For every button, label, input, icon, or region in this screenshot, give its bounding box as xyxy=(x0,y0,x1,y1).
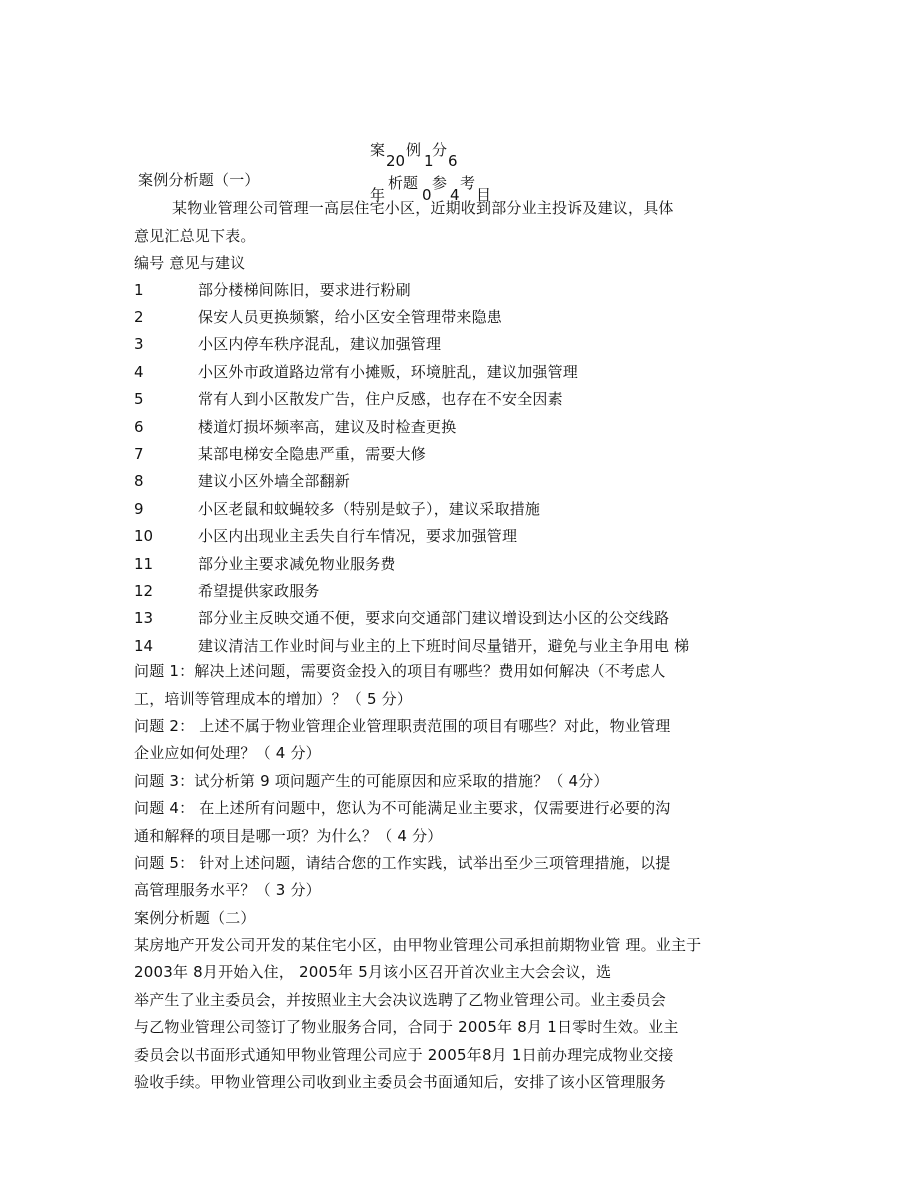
section1-intro-line1: 某物业管理公司管理一高层住宅小区，近期收到部分业主投诉及建议，具体 xyxy=(172,199,674,217)
row-text: 小区内出现业主丢失自行车情况，要求加强管理 xyxy=(198,527,518,545)
row-text: 小区内停车秩序混乱，建议加强管理 xyxy=(198,335,442,353)
question-line: 通和解释的项目是哪一项？为什么？（ 4 分） xyxy=(134,827,443,845)
question-line: 问题 4： 在上述所有问题中，您认为不可能满足业主要求，仅需要进行必要的沟 xyxy=(134,799,671,817)
header-fragment: 案 xyxy=(370,141,386,159)
question-line: 企业应如何处理？（ 4 分） xyxy=(134,744,321,762)
body-line: 某房地产开发公司开发的某住宅小区，由甲物业管理公司承担前期物业管 理。业主于 xyxy=(134,936,702,954)
row-number: 13 xyxy=(134,609,154,627)
header-fragment: 1 xyxy=(424,152,434,170)
row-text: 常有人到小区散发广告，住户反感，也存在不安全因素 xyxy=(198,390,563,408)
row-number: 7 xyxy=(134,445,144,463)
question-line: 问题 1：解决上述问题，需要资金投入的项目有哪些？费用如何解决（不考虑人 xyxy=(134,662,666,680)
body-line: 与乙物业管理公司签订了物业服务合同，合同于 2005年 8月 1日零时生效。业主 xyxy=(134,1018,679,1036)
question-line: 问题 2： 上述不属于物业管理企业管理职责范围的项目有哪些？对此，物业管理 xyxy=(134,717,671,735)
row-text: 希望提供家政服务 xyxy=(198,582,320,600)
question-line: 工，培训等管理成本的增加）？（ 5 分） xyxy=(134,690,413,708)
row-number: 14 xyxy=(134,637,154,655)
row-text: 部分业主要求减免物业服务费 xyxy=(198,555,396,573)
row-text: 小区老鼠和蚊蝇较多（特别是蚊子），建议采取措施 xyxy=(198,500,541,518)
row-number: 6 xyxy=(134,418,144,436)
row-text: 部分楼梯间陈旧，要求进行粉刷 xyxy=(198,281,411,299)
section2-title: 案例分析题（二） xyxy=(134,909,256,927)
section1-intro-line2: 意见汇总见下表。 xyxy=(134,227,256,245)
header-fragment: 20 xyxy=(386,152,406,170)
row-number: 1 xyxy=(134,281,144,299)
question-line: 高管理服务水平？（ 3 分） xyxy=(134,881,321,899)
row-number: 2 xyxy=(134,308,144,326)
header-fragment: 考 xyxy=(460,174,476,192)
row-text: 保安人员更换频繁，给小区安全管理带来隐患 xyxy=(198,308,503,326)
header-fragment: 4 xyxy=(450,186,460,204)
row-number: 8 xyxy=(134,472,144,490)
header-fragment: 参 xyxy=(432,174,448,192)
header-fragment: 6 xyxy=(448,152,458,170)
row-number: 12 xyxy=(134,582,154,600)
row-text: 建议清洁工作业时间与业主的上下班时间尽量错开，避免与业主争用电 梯 xyxy=(198,637,690,655)
row-text: 楼道灯损坏频率高，建议及时检查更换 xyxy=(198,418,457,436)
row-text: 部分业主反映交通不便，要求向交通部门建议增设到达小区的公交线路 xyxy=(198,609,670,627)
header-fragment: 分 xyxy=(432,141,448,159)
body-line: 2003年 8月开始入住， 2005年 5月该小区召开首次业主大会会议，选 xyxy=(134,963,612,981)
body-line: 委员会以书面形式通知甲物业管理公司应于 2005年8月 1日前办理完成物业交接 xyxy=(134,1046,674,1064)
header-fragment: 析题 xyxy=(388,174,419,192)
row-number: 4 xyxy=(134,363,144,381)
row-number: 3 xyxy=(134,335,144,353)
header-fragment: 年 xyxy=(370,186,386,204)
question-line: 问题 3：试分析第 9 项问题产生的可能原因和应采取的措施？（ 4分） xyxy=(134,772,609,790)
table-header: 编号 意见与建议 xyxy=(134,254,246,272)
row-number: 11 xyxy=(134,555,154,573)
header-fragment: 0 xyxy=(422,186,432,204)
row-number: 5 xyxy=(134,390,144,408)
question-line: 问题 5： 针对上述问题，请结合您的工作实践，试举出至少三项管理措施，以提 xyxy=(134,854,671,872)
row-text: 某部电梯安全隐患严重，需要大修 xyxy=(198,445,427,463)
section1-title: 案例分析题（一） xyxy=(138,171,260,189)
header-fragment: 例 xyxy=(406,141,422,159)
header-fragment: 目 xyxy=(476,186,492,204)
body-line: 验收手续。甲物业管理公司收到业主委员会书面通知后，安排了该小区管理服务 xyxy=(134,1073,667,1091)
row-number: 10 xyxy=(134,527,154,545)
row-text: 建议小区外墙全部翻新 xyxy=(198,472,351,490)
row-text: 小区外市政道路边常有小摊贩，环境脏乱，建议加强管理 xyxy=(198,363,579,381)
row-number: 9 xyxy=(134,500,144,518)
body-line: 举产生了业主委员会，并按照业主大会决议选聘了乙物业管理公司。业主委员会 xyxy=(134,991,667,1009)
